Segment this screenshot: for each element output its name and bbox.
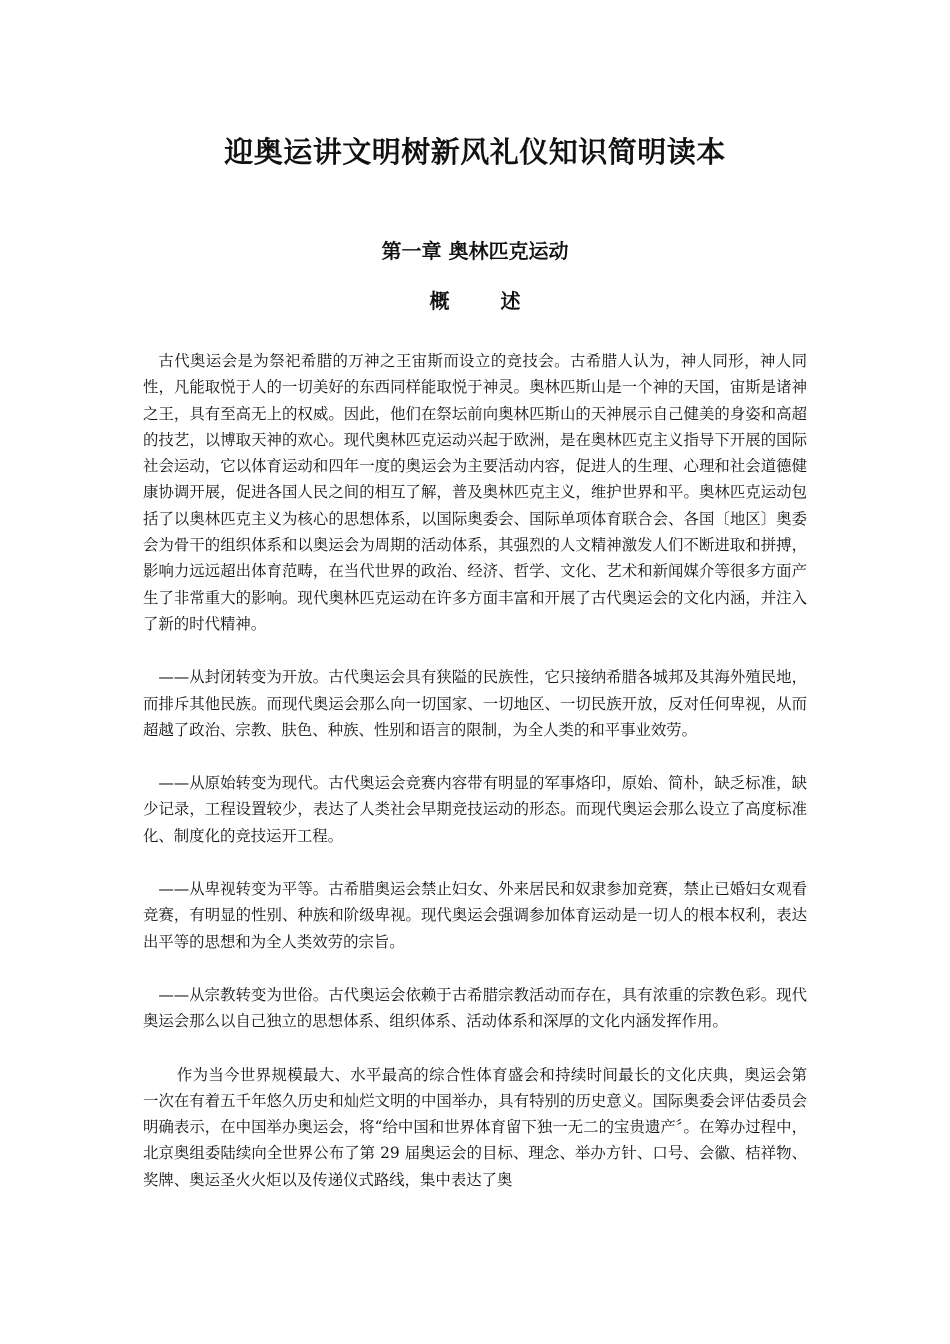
paragraph-modernity: ——从原始转变为现代。古代奥运会竞赛内容带有明显的军事烙印，原始、简朴，缺乏标准，缺少记录，工程设置较少，表达了人类社会早期竞技运动的形态。而现代奥运会那么设立了高度标准化、制度化的竞技运开工程。 bbox=[143, 774, 807, 845]
section-title: 概 述 bbox=[429, 289, 543, 313]
paragraph-beijing: 作为当今世界规模最大、水平最高的综合性体育盛会和持续时间最长的文化庆典，奥运会第一次在有着五千年悠久历史和灿烂文明的中国举办，具有特别的历史意义。国际奥委会评估委员会明确表示，在中国举办奥运会，将“给中国和世界体育留下独一无二的宝贵遗产〞。在筹办过程中，北京奥组委陆续向全世界公布了第 29 届奥运会的目标、理念、举办方针、口号、会徽、桔祥物、奖牌、奥运圣火火炬以及传递仪式路线，集中表达了奥 bbox=[143, 1065, 807, 1189]
body-text bbox=[143, 348, 807, 1220]
document-title: 迎奥运讲文明树新风礼仪知识简明读本 bbox=[224, 135, 726, 169]
paragraph-intro: 古代奥运会是为祭祀希腊的万神之王宙斯而设立的竞技会。古希腊人认为，神人同形，神人同性，凡能取悦于人的一切美好的东西同样能取悦于神灵。奥林匹斯山是一个神的天国，宙斯是诸神之王，具有至高无上的权威。因此，他们在祭坛前向奥林匹斯山的天神展示自己健美的身姿和高超的技艺，以博取天神的欢心。现代奥林匹克运动兴起于欧洲，是在奥林匹克主义指导下开展的国际社会运动，它以体育运动和四年一度的奥运会为主要活动内容，促进人的生理、心理和社会道德健康协调开展，促进各国人民之间的相互了解，普及奥林匹克主义，维护世界和平。奥林匹克运动包括了以奥林匹克主义为核心的思想体系，以国际奥委会、国际单项体育联合会、各国〔地区〕奥委会为骨干的组织体系和以奥运会为周期的活动体系，其强烈的人文精神激发人们不断进取和拼搏，影响力远远超出体育范畴，在当代世界的政治、经济、哲学、文化、艺术和新闻媒介等很多方面产生了非常重大的影响。现代奥林匹克运动在许多方面丰富和开展了古代奥运会的文化内涵，并注入了新的时代精神。 bbox=[143, 352, 807, 633]
paragraph-openness: ——从封闭转变为开放。古代奥运会具有狭隘的民族性，它只接纳希腊各城邦及其海外殖民地，而排斥其他民族。而现代奥运会那么向一切国家、一切地区、一切民族开放，反对任何卑视，从而超越了政治、宗教、肤色、种族、性别和语言的限制，为全人类的和平事业效劳。 bbox=[143, 668, 807, 739]
paragraph-equality: ——从卑视转变为平等。古希腊奥运会禁止妇女、外来居民和奴隶参加竞赛，禁止已婚妇女观看竞赛，有明显的性别、种族和阶级卑视。现代奥运会强调参加体育运动是一切人的根本权利，表达出平等的思想和为全人类效劳的宗旨。 bbox=[143, 880, 807, 951]
paragraph-secular: ——从宗教转变为世俗。古代奥运会依赖于古希腊宗教活动而存在，具有浓重的宗教色彩。现代奥运会那么以自己独立的思想体系、组织体系、活动体系和深厚的文化内涵发挥作用。 bbox=[143, 985, 807, 1031]
chapter-title: 第一章 奥林匹克运动 bbox=[381, 239, 569, 263]
